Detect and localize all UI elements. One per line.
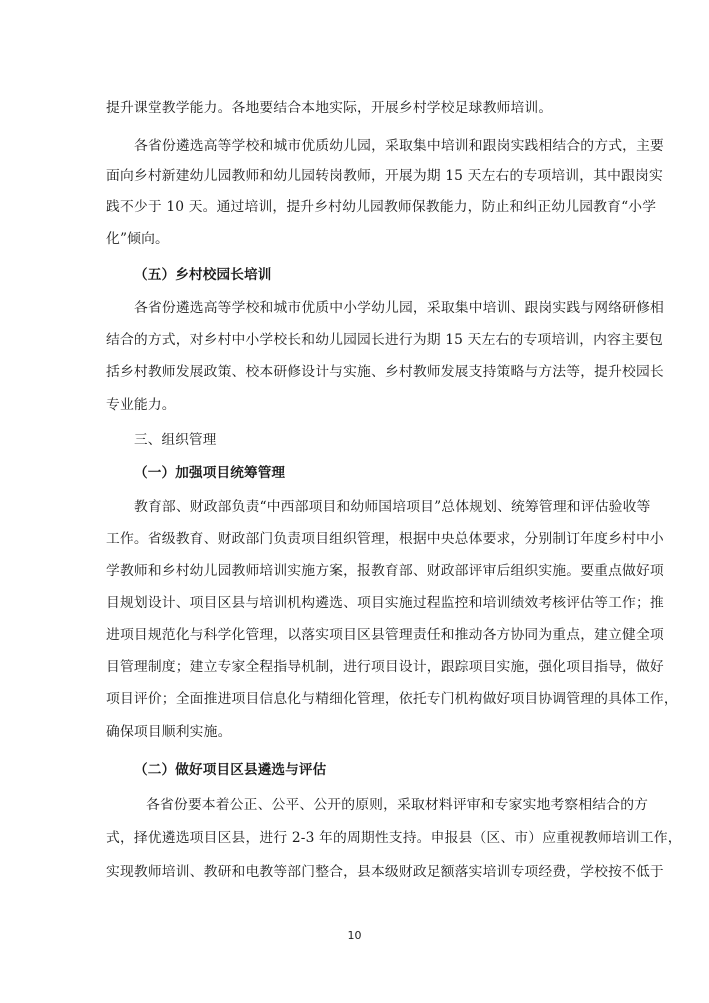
- paragraph-line: 结合的方式，对乡村中小学校长和幼儿园园长进行为期 15 天左右的专项培训，内容主要包: [106, 332, 663, 348]
- paragraph-line: 面向乡村新建幼儿园教师和幼儿园转岗教师，开展为期 15 天左右的专项培训，其中跟岗实: [106, 168, 663, 184]
- paragraph-line: 目管理制度；建立专家全程指导机制，进行项目设计，跟踪项目实施，强化项目指导，做好: [106, 659, 664, 675]
- paragraph-line: 学教师和乡村幼儿园教师培训实施方案，报教育部、财政部评审后组织实施。要重点做好项: [106, 563, 664, 579]
- paragraph-line: 践不少于 10 天。通过培训，提升乡村幼儿园教师保教能力，防止和纠正幼儿园教育“小学: [106, 199, 657, 215]
- paragraph-line: 项目评价；全面推进项目信息化与精细化管理，依托专门机构做好项目协调管理的具体工作，: [106, 691, 678, 707]
- paragraph-line: 括乡村教师发展政策、校本研修设计与实施、乡村教师发展支持策略与方法等，提升校园长: [106, 364, 664, 380]
- paragraph-line: 专业能力。: [106, 397, 176, 413]
- paragraph-line: 实现教师培训、教研和电教等部门整合，县本级财政足额落实培训专项经费，学校按不低于: [106, 864, 664, 880]
- paragraph-line: 提升课堂教学能力。各地要结合本地实际，开展乡村学校足球教师培训。: [106, 100, 553, 116]
- section-heading: （一）加强项目统筹管理: [134, 465, 286, 481]
- paragraph-line: 目规划设计、项目区县与培训机构遴选、项目实施过程监控和培训绩效考核评估等工作；推: [106, 595, 664, 611]
- paragraph-line: 进项目规范化与科学化管理，以落实项目区县管理责任和推动各方协同为重点，建立健全项: [106, 627, 664, 643]
- section-heading: （五）乡村校园长培训: [134, 267, 272, 283]
- paragraph-line: 各省份要本着公正、公平、公开的原则，采取材料评审和专家实地考察相结合的方: [146, 797, 649, 813]
- section-heading: （二）做好项目区县遴选与评估: [134, 762, 327, 778]
- paragraph-line: 各省份遴选高等学校和城市优质中小学幼儿园，采取集中培训、跟岗实践与网络研修相: [134, 300, 664, 316]
- chapter-heading: 三、组织管理: [134, 432, 217, 448]
- paragraph-line: 教育部、财政部负责“中西部项目和幼师国培项目”总体规划、统筹管理和评估验收等: [134, 499, 651, 515]
- paragraph-line: 确保项目顺利实施。: [106, 724, 232, 740]
- paragraph-line: 工作。省级教育、财政部门负责项目组织管理，根据中央总体要求，分别制订年度乡村中小: [106, 531, 664, 547]
- paragraph-line: 式，择优遴选项目区县，进行 2-3 年的周期性支持。申报县（区、市）应重视教师培训工作，: [106, 830, 682, 846]
- page-number: 10: [347, 929, 362, 942]
- paragraph-line: 各省份遴选高等学校和城市优质幼儿园，采取集中培训和跟岗实践相结合的方式，主要: [134, 138, 664, 154]
- paragraph-line: 化”倾向。: [106, 231, 169, 247]
